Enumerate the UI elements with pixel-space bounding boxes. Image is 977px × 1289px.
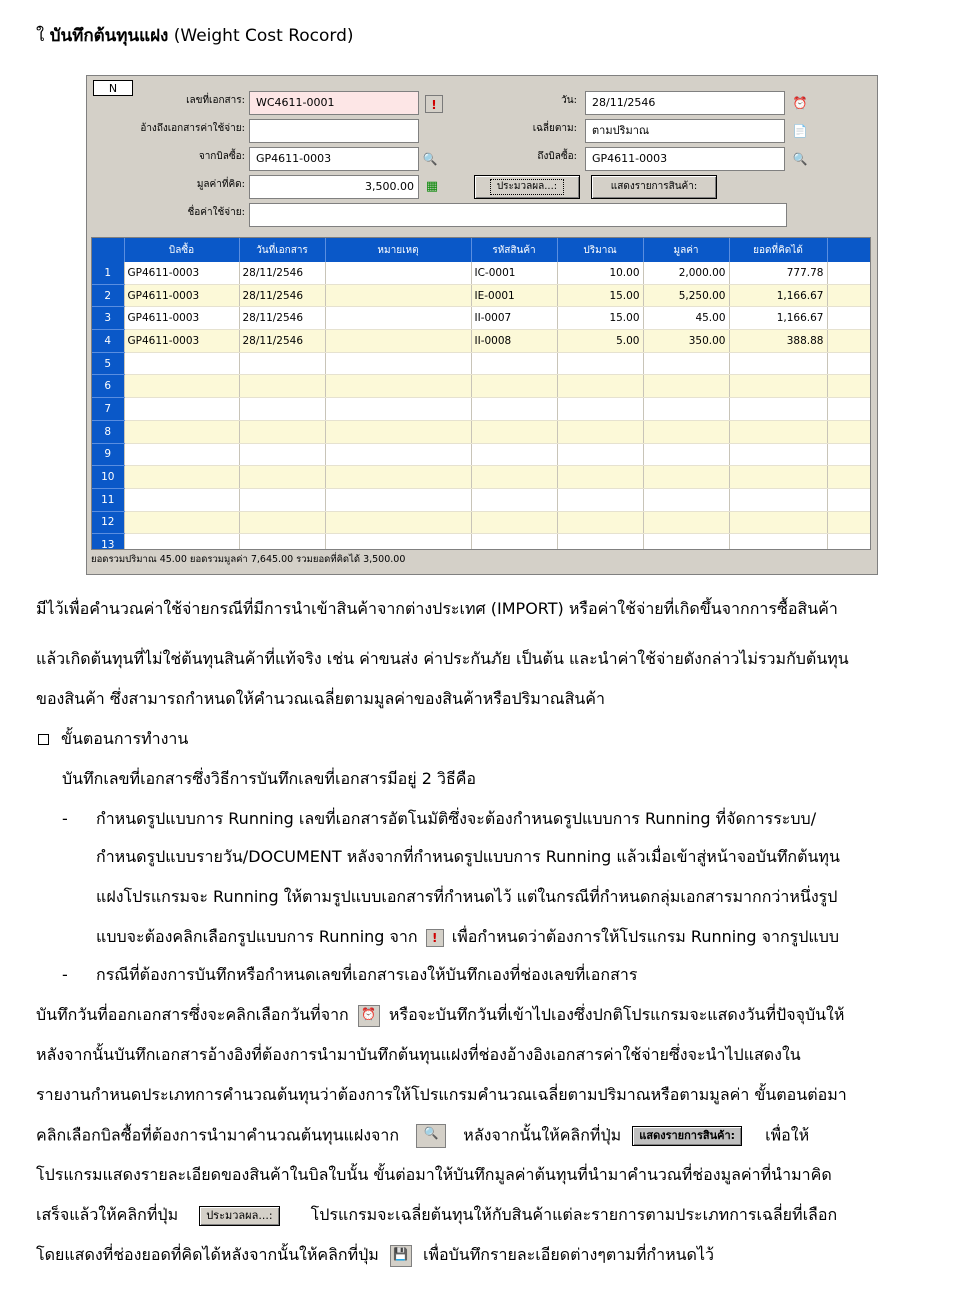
- bullet1-line4: [96, 926, 839, 948]
- cell-bill[interactable]: [124, 488, 239, 511]
- row-number: 9: [92, 443, 124, 466]
- cell-date[interactable]: [239, 466, 325, 489]
- cell-code[interactable]: IE-0001: [471, 284, 557, 307]
- cell-extra: [827, 488, 870, 511]
- cell-extra: [827, 330, 870, 353]
- cell-bill[interactable]: GP4611-0003: [124, 307, 239, 330]
- cell-qty[interactable]: [557, 352, 643, 375]
- cell-code[interactable]: II-0007: [471, 307, 557, 330]
- para2-line6b: โปรแกรมจะเฉลี่ยต้นทุนให้กับสินค้าแต่ละรายการตามประเภทการเฉลี่ยที่เลือก: [310, 1205, 838, 1224]
- bullet-dash-2: -: [62, 965, 68, 984]
- cell-qty[interactable]: [557, 511, 643, 534]
- search-icon-inline: 🔍: [416, 1124, 446, 1148]
- cell-value[interactable]: [643, 488, 729, 511]
- cell-extra: [827, 375, 870, 398]
- cell-bill[interactable]: [124, 352, 239, 375]
- items-table: [92, 238, 871, 550]
- cell-code[interactable]: [471, 511, 557, 534]
- to-bill-label: ถึงบิลซื้อ:: [537, 151, 577, 162]
- cell-note[interactable]: [325, 534, 471, 550]
- para2-line6a: เสร็จแล้วให้คลิกที่ปุ่ม: [36, 1205, 179, 1224]
- cell-extra: [827, 420, 870, 443]
- table-row[interactable]: [92, 511, 870, 534]
- grid-corner: [92, 238, 124, 262]
- cell-qty[interactable]: [557, 420, 643, 443]
- para2-line6: [36, 1204, 837, 1226]
- cell-code[interactable]: [471, 352, 557, 375]
- cell-code[interactable]: [471, 534, 557, 550]
- para2-line3: รายงานกำหนดประเภทการคำนวณต้นทุนว่าต้องการให้โปรแกรมคำนวณเฉลี่ยตามปริมาณหรือตามมูลค่า ขั้นตอนต่อมา: [36, 1085, 847, 1104]
- cell-bill[interactable]: GP4611-0003: [124, 330, 239, 353]
- process-button-label: ประมวลผล...:: [490, 179, 564, 195]
- to-bill-input[interactable]: GP4611-0003: [585, 147, 785, 171]
- cell-extra: [827, 534, 870, 550]
- ref-label: อ้างถึงเอกสารค่าใช้จ่าย:: [140, 123, 245, 134]
- cell-value[interactable]: 2,000.00: [643, 262, 729, 284]
- calendar-clock-icon-inline: ⏰: [358, 1005, 380, 1027]
- cell-note[interactable]: [325, 284, 471, 307]
- cell-date[interactable]: [239, 420, 325, 443]
- from-bill-input[interactable]: GP4611-0003: [249, 147, 419, 171]
- doc-no-input[interactable]: WC4611-0001: [249, 91, 419, 115]
- para1-line3: ของสินค้า ซึ่งสามารถกำหนดให้คำนวณเฉลี่ยตามมูลค่าของสินค้าหรือปริมาณสินค้า: [36, 689, 605, 708]
- cell-bill[interactable]: [124, 398, 239, 421]
- table-row[interactable]: [92, 466, 870, 489]
- heading-subtitle: (Weight Cost Rocord): [173, 26, 354, 46]
- row-number: 8: [92, 420, 124, 443]
- bullet1-line2: กำหนดรูปแบบรายวัน/DOCUMENT หลังจากที่กำหนดรูปแบบการ Running แล้วเมื่อเข้าสู่หน้าจอบันทึกต้นทุน: [96, 847, 840, 866]
- table-row[interactable]: [92, 375, 870, 398]
- cell-code[interactable]: [471, 466, 557, 489]
- document-icon[interactable]: 📄: [792, 124, 808, 138]
- cell-calc[interactable]: 777.78: [729, 262, 827, 284]
- row-number: 4: [92, 330, 124, 353]
- bullet-dash-1: -: [62, 809, 68, 828]
- from-bill-label: จากบิลซื้อ:: [198, 151, 245, 162]
- cell-bill[interactable]: GP4611-0003: [124, 262, 239, 284]
- cell-calc[interactable]: [729, 375, 827, 398]
- cell-bill[interactable]: [124, 511, 239, 534]
- process-button[interactable]: [474, 175, 580, 199]
- cell-note[interactable]: [325, 511, 471, 534]
- avg-select[interactable]: ตามปริมาณ: [585, 119, 785, 143]
- show-items-button-inline: แสดงรายการสินค้า:: [632, 1126, 742, 1146]
- row-number: 12: [92, 511, 124, 534]
- running-format-icon[interactable]: !: [425, 95, 443, 113]
- expense-label: ชื่อค่าใช้จ่าย:: [187, 207, 245, 218]
- cell-value[interactable]: [643, 352, 729, 375]
- cell-date[interactable]: [239, 511, 325, 534]
- table-row[interactable]: [92, 262, 870, 284]
- col-bill[interactable]: บิลซื้อ: [124, 238, 239, 262]
- cell-calc[interactable]: [729, 488, 827, 511]
- cell-value[interactable]: [643, 511, 729, 534]
- cell-qty[interactable]: [557, 398, 643, 421]
- status-bar: ยอดรวมปริมาณ 45.00 ยอดรวมมูลค่า 7,645.00 รวมยอดที่คิดได้ 3,500.00: [91, 554, 406, 565]
- cell-extra: [827, 262, 870, 284]
- row-number: 11: [92, 488, 124, 511]
- search-icon-2[interactable]: 🔍: [792, 152, 808, 166]
- items-grid[interactable]: [91, 237, 871, 550]
- save-icon-inline: 💾: [390, 1245, 412, 1267]
- cell-date[interactable]: 28/11/2546: [239, 262, 325, 284]
- cell-note[interactable]: [325, 443, 471, 466]
- cell-calc[interactable]: [729, 398, 827, 421]
- para2-line1: [36, 1004, 844, 1027]
- cell-extra: [827, 307, 870, 330]
- para2-line1b: หรือจะบันทึกวันที่เข้าไปเองซึ่งปกติโปรแกรมจะแสดงวันที่ปัจจุบันให้: [388, 1005, 845, 1024]
- steps-title-row: [38, 728, 188, 750]
- col-calc[interactable]: ยอดที่คิดได้: [729, 238, 827, 262]
- date-label: วัน:: [561, 95, 577, 106]
- col-note[interactable]: หมายเหตุ: [325, 238, 471, 262]
- table-row[interactable]: [92, 443, 870, 466]
- para2-line7a: โดยแสดงที่ช่องยอดที่คิดได้หลังจากนั้นให้คลิกที่ปุ่ม: [36, 1245, 379, 1264]
- cell-value[interactable]: 5,250.00: [643, 284, 729, 307]
- cell-date[interactable]: 28/11/2546: [239, 307, 325, 330]
- col-value[interactable]: มูลค่า: [643, 238, 729, 262]
- cell-calc[interactable]: [729, 443, 827, 466]
- cell-bill[interactable]: GP4611-0003: [124, 284, 239, 307]
- bullet1-line4a: แบบจะต้องคลิกเลือกรูปแบบการ Running จาก: [96, 927, 418, 946]
- table-row[interactable]: [92, 330, 870, 353]
- doc-no-label: เลขที่เอกสาร:: [186, 95, 245, 106]
- row-number: 1: [92, 262, 124, 284]
- row-number: 5: [92, 352, 124, 375]
- expense-input[interactable]: [249, 203, 787, 227]
- cell-bill[interactable]: [124, 420, 239, 443]
- cell-qty[interactable]: 15.00: [557, 307, 643, 330]
- table-row[interactable]: [92, 352, 870, 375]
- cell-calc[interactable]: 1,166.67: [729, 307, 827, 330]
- cell-bill[interactable]: [124, 375, 239, 398]
- para1-line2: แล้วเกิดต้นทุนที่ไม่ใช่ต้นทุนสินค้าที่แท้จริง เช่น ค่าขนส่ง ค่าประกันภัย เป็นต้น และนำค่าใช้จ่ายดังกล่าวไม่รวมกับต้นทุน: [36, 649, 849, 668]
- row-number: 7: [92, 398, 124, 421]
- cell-code[interactable]: [471, 488, 557, 511]
- bullet1-line4b: เพื่อกำหนดว่าต้องการให้โปรแกรม Running จากรูปแบบ: [451, 927, 839, 946]
- running-format-icon-inline: !: [426, 929, 444, 947]
- calendar-clock-icon[interactable]: ⏰: [792, 96, 808, 110]
- grid-header-row: [92, 238, 870, 262]
- search-icon[interactable]: 🔍: [422, 152, 438, 166]
- cell-calc[interactable]: [729, 466, 827, 489]
- table-row[interactable]: [92, 534, 870, 550]
- cell-date[interactable]: [239, 443, 325, 466]
- cell-calc[interactable]: [729, 511, 827, 534]
- table-row[interactable]: [92, 420, 870, 443]
- cell-note[interactable]: [325, 420, 471, 443]
- cell-qty[interactable]: [557, 375, 643, 398]
- col-code[interactable]: รหัสสินค้า: [471, 238, 557, 262]
- amount-input[interactable]: 3,500.00: [249, 175, 419, 199]
- row-number: 6: [92, 375, 124, 398]
- cell-calc[interactable]: 388.88: [729, 330, 827, 353]
- para2-line1a: บันทึกวันที่ออกเอกสารซึ่งจะคลิกเลือกวันที่จาก: [36, 1005, 349, 1024]
- cell-value[interactable]: [643, 420, 729, 443]
- cell-note[interactable]: [325, 398, 471, 421]
- cell-date[interactable]: [239, 398, 325, 421]
- cell-date[interactable]: 28/11/2546: [239, 284, 325, 307]
- steps-intro: บันทึกเลขที่เอกสารซึ่งวิธีการบันทึกเลขที่เอกสารมีอยู่ 2 วิธีคือ: [62, 769, 477, 788]
- cell-calc[interactable]: [729, 534, 827, 550]
- avg-label: เฉลี่ยตาม:: [532, 123, 577, 134]
- cell-bill[interactable]: [124, 534, 239, 550]
- para2-line4: [36, 1124, 809, 1148]
- cell-qty[interactable]: [557, 443, 643, 466]
- cell-qty[interactable]: [557, 466, 643, 489]
- para2-line2: หลังจากนั้นบันทึกเอกสารอ้างอิงที่ต้องการนำมาบันทึกต้นทุนแฝงที่ช่องอ้างอิงเอกสารค่าใช้จ่ายซึ่งจะนำไปแสดงใน: [36, 1045, 801, 1064]
- cell-note[interactable]: [325, 375, 471, 398]
- cell-extra: [827, 284, 870, 307]
- cell-extra: [827, 352, 870, 375]
- heading-title: บันทึกต้นทุนแฝง: [49, 26, 169, 46]
- steps-title: ขั้นตอนการทำงาน: [61, 729, 189, 748]
- cell-code[interactable]: [471, 443, 557, 466]
- cell-code[interactable]: IC-0001: [471, 262, 557, 284]
- col-date[interactable]: วันที่เอกสาร: [239, 238, 325, 262]
- mode-indicator: N: [93, 80, 133, 96]
- para2-line7: [36, 1244, 714, 1267]
- cell-value[interactable]: [643, 466, 729, 489]
- cell-calc[interactable]: [729, 352, 827, 375]
- cell-extra: [827, 511, 870, 534]
- cell-qty[interactable]: [557, 488, 643, 511]
- checkbox-bullet-icon: [38, 734, 49, 745]
- show-items-button[interactable]: [591, 175, 717, 199]
- para2-line4c: เพื่อให้: [765, 1125, 810, 1145]
- cell-qty[interactable]: 5.00: [557, 330, 643, 353]
- cell-value[interactable]: [643, 398, 729, 421]
- heading-icon: ใ: [36, 26, 45, 46]
- cell-extra: [827, 443, 870, 466]
- cell-code[interactable]: [471, 375, 557, 398]
- row-number: 13: [92, 534, 124, 550]
- cell-bill[interactable]: [124, 466, 239, 489]
- show-items-button-label: แสดงรายการสินค้า:: [610, 181, 698, 192]
- cell-value[interactable]: [643, 534, 729, 550]
- cell-date[interactable]: [239, 375, 325, 398]
- row-number: 2: [92, 284, 124, 307]
- row-number: 10: [92, 466, 124, 489]
- para1-line1: มีไว้เพื่อคำนวณค่าใช้จ่ายกรณีที่มีการนำเข้าสินค้าจากต่างประเทศ (IMPORT) หรือค่าใช้จ่ายที่เกิดขึ้นจากการซื้อสินค้า: [36, 599, 838, 618]
- cell-note[interactable]: [325, 488, 471, 511]
- cell-value[interactable]: [643, 443, 729, 466]
- cell-date[interactable]: [239, 352, 325, 375]
- date-input[interactable]: 28/11/2546: [585, 91, 785, 115]
- cell-value[interactable]: [643, 375, 729, 398]
- bullet2-line: กรณีที่ต้องการบันทึกหรือกำหนดเลขที่เอกสารเองให้บันทึกเองที่ช่องเลขที่เอกสาร: [96, 965, 638, 984]
- bullet1-line3: แฝงโปรแกรมจะ Running ให้ตามรูปแบบเอกสารที่กำหนดไว้ แต่ในกรณีที่กำหนดกลุ่มเอกสารมากกว่าหนึ่งรูป: [96, 887, 838, 906]
- table-row[interactable]: [92, 307, 870, 330]
- cell-date[interactable]: 28/11/2546: [239, 330, 325, 353]
- para2-line4a: คลิกเลือกบิลซื้อที่ต้องการนำมาคำนวณต้นทุนแฝงจาก: [36, 1125, 400, 1145]
- para2-line7b: เพื่อบันทึกรายละเอียดต่างๆตามที่กำหนดไว้: [423, 1245, 714, 1264]
- cell-note[interactable]: [325, 352, 471, 375]
- cell-date[interactable]: [239, 488, 325, 511]
- para2-line5: โปรแกรมแสดงรายละเอียดของสินค้าในบิลใบนั้น ขั้นต่อมาให้บันทึกมูลค่าต้นทุนที่นำมาคำนวณที่ช่องมูลค่าที่นำมาคิด: [36, 1165, 832, 1184]
- cell-date[interactable]: [239, 534, 325, 550]
- cell-value[interactable]: 350.00: [643, 330, 729, 353]
- cell-note[interactable]: [325, 262, 471, 284]
- col-qty[interactable]: ปริมาณ: [557, 238, 643, 262]
- table-row[interactable]: [92, 488, 870, 511]
- para2-line4b: หลังจากนั้นให้คลิกที่ปุ่ม: [463, 1125, 622, 1145]
- cell-note[interactable]: [325, 330, 471, 353]
- amount-label: มูลค่าที่คิด:: [196, 179, 245, 190]
- cell-qty[interactable]: 15.00: [557, 284, 643, 307]
- row-number: 3: [92, 307, 124, 330]
- cell-calc[interactable]: 1,166.67: [729, 284, 827, 307]
- app-screenshot: [86, 75, 878, 575]
- cell-calc[interactable]: [729, 420, 827, 443]
- table-row[interactable]: [92, 398, 870, 421]
- cell-extra: [827, 398, 870, 421]
- ref-input[interactable]: [249, 119, 419, 143]
- page-heading: [36, 22, 354, 49]
- cell-bill[interactable]: [124, 443, 239, 466]
- bullet1-line1: กำหนดรูปแบบการ Running เลขที่เอกสารอัตโนมัติซึ่งจะต้องกำหนดรูปแบบการ Running ที่จัดการระบบ/: [96, 809, 817, 828]
- cell-note[interactable]: [325, 307, 471, 330]
- cell-extra: [827, 466, 870, 489]
- cell-value[interactable]: 45.00: [643, 307, 729, 330]
- process-button-inline: ประมวลผล...:: [199, 1206, 279, 1226]
- cell-note[interactable]: [325, 466, 471, 489]
- cell-qty[interactable]: 10.00: [557, 262, 643, 284]
- cell-code[interactable]: II-0008: [471, 330, 557, 353]
- table-row[interactable]: [92, 284, 870, 307]
- calculator-icon[interactable]: ▦: [425, 179, 439, 194]
- cell-code[interactable]: [471, 420, 557, 443]
- cell-code[interactable]: [471, 398, 557, 421]
- col-extra: [827, 238, 870, 262]
- cell-qty[interactable]: [557, 534, 643, 550]
